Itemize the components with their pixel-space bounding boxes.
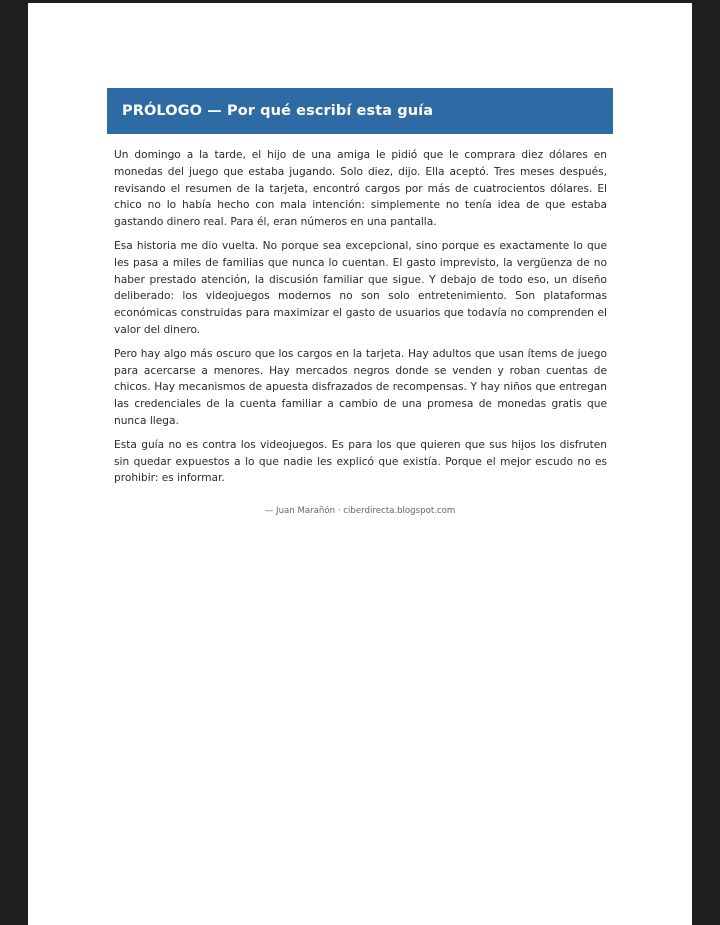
paragraph-3: Pero hay algo más oscuro que los cargos en la tarjeta. Hay adultos que usan ítems de juego para acercarse a menores. Hay mercados negros donde se venden y roban cuentas de chicos. Hay mecanismos de apuesta disfrazados de recompensas. Y hay niños que entregan las credenciales de la cuenta familiar a cambio de una promesa de monedas gratis que nunca llega. [114,347,607,427]
author-signature: — Juan Marañón · ciberdirecta.blogspot.com [264,506,456,516]
chapter-title: PRÓLOGO — Por qué escribí esta guía [122,103,434,119]
paragraph-4: Esta guía no es contra los videojuegos. Es para los que quieren que sus hijos los disfruten sin quedar expuestos a lo que nadie les explicó que existía. Porque el mejor escudo no es prohibir: es informar. [114,438,607,485]
paragraph-1: Un domingo a la tarde, el hijo de una amiga le pidió que le comprara diez dólares en monedas del juego que estaba jugando. Solo diez, dijo. Ella aceptó. Tres meses después, revisando el resumen de la tarjeta, encontró cargos por más de cuatrocientos dólares. El chico no lo había hecho con mala intención: simplemente no tenía idea de que estaba gastando dinero real. Para él, eran números en una pantalla. [114,149,607,229]
paragraph-2: Esa historia me dio vuelta. No porque sea excepcional, sino porque es exactamente lo que les pasa a miles de familias que nunca lo cuentan. El gasto imprevisto, la vergüenza de no haber prestado atención, la discusión familiar que sigue. Y debajo de todo eso, un diseño deliberado: los videojuegos modernos no son solo entretenimiento. Son plataformas económicas construidas para maximizar el gasto de usuarios que todavía no comprenden el valor del dinero. [114,239,607,336]
prologue-body [114,147,607,494]
chapter-banner [107,88,613,134]
document-page [28,3,692,925]
